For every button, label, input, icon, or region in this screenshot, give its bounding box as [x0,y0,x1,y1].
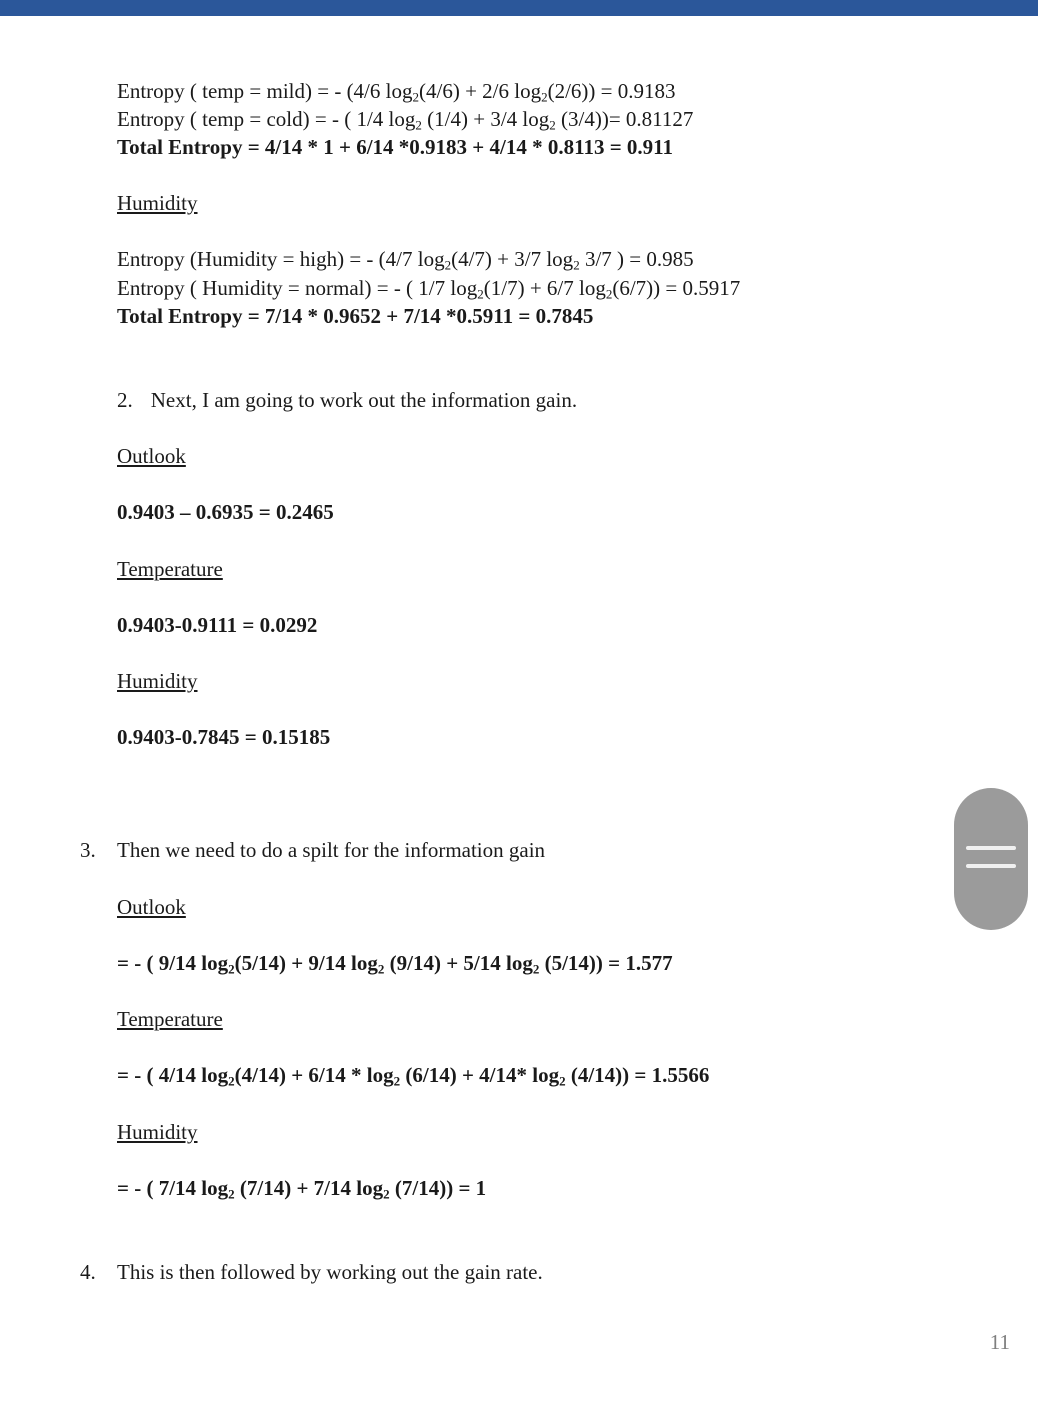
total-entropy-humidity: Total Entropy = 7/14 * 0.9652 + 7/14 *0.5911 = 0.7845 [117,304,594,328]
gain-humidity-heading: Humidity [117,669,198,693]
humidity-heading: Humidity [117,191,198,215]
step-2-number: 2. [117,388,133,412]
split-humidity-formula: = - ( 7/14 $\log_2 (7/14) + 7/14$ $\log_2 (7/14)) = 1$ [117,1176,487,1202]
grip-line-icon [966,864,1016,868]
grip-line-icon [966,846,1016,850]
entropy-temp-mild: Entropy ( temp = mild) = - (4/6 $\log_2(4/6) + 2/6$ $\log_2(2/6)) = 0.9183$ [117,79,676,105]
app-top-bar [0,0,1038,16]
page-number: 11 [989,1330,1010,1354]
total-entropy-temp: Total Entropy = 4/14 * 1 + 6/14 *0.9183 + 4/14 * 0.8113 = 0.911 [117,135,674,159]
gain-temperature-heading: Temperature [117,557,223,581]
scroll-handle[interactable] [954,788,1028,930]
entropy-temp-cold: Entropy ( temp = cold) = - ( 1/4 $\log_2 (1/4) + 3/4$ $\log_2 (3/4))= 0.81127$ [117,107,694,133]
split-temperature-formula: = - ( 4/14 $\log_2(4/14) + 6/14 * \log_2 (6/14) + 4/14*$ $\log_2 (4/14)) = 1.5566$ [117,1063,710,1089]
gain-outlook-value: 0.9403 – 0.6935 = 0.2465 [117,500,334,524]
gain-outlook-heading: Outlook [117,444,186,468]
step-3-number: 3. [80,838,96,862]
step-2-text: Next, I am going to work out the information gain. [150,388,578,412]
gain-humidity-value: 0.9403-0.7845 = 0.15185 [117,725,331,749]
split-outlook-formula: = - ( 9/14 $\log_2(5/14) + 9/14$ $\log_2 (9/14) + 5/14$ $\log_2 (5/14)) = 1.577$ [117,951,673,977]
split-humidity-heading: Humidity [117,1120,198,1144]
step-3-text: Then we need to do a spilt for the information gain [117,838,546,862]
entropy-humidity-high: Entropy (Humidity = high) = - (4/7 $\log_2(4/7) + 3/7$ $\log_2 3/7$ ) = 0.985 [117,247,694,273]
gain-temperature-value: 0.9403-0.9111 = 0.0292 [117,613,318,637]
entropy-humidity-normal: Entropy ( Humidity = normal) = - ( 1/7 $\log_2(1/7) + 6/7$ $\log_2(6/7)) = 0.5917$ [117,276,741,302]
step-2-item [117,387,577,413]
split-outlook-heading: Outlook [117,895,186,919]
step-4-number: 4. [80,1260,96,1284]
step-4-text: This is then followed by working out the gain rate. [117,1260,543,1284]
split-temperature-heading: Temperature [117,1007,223,1031]
